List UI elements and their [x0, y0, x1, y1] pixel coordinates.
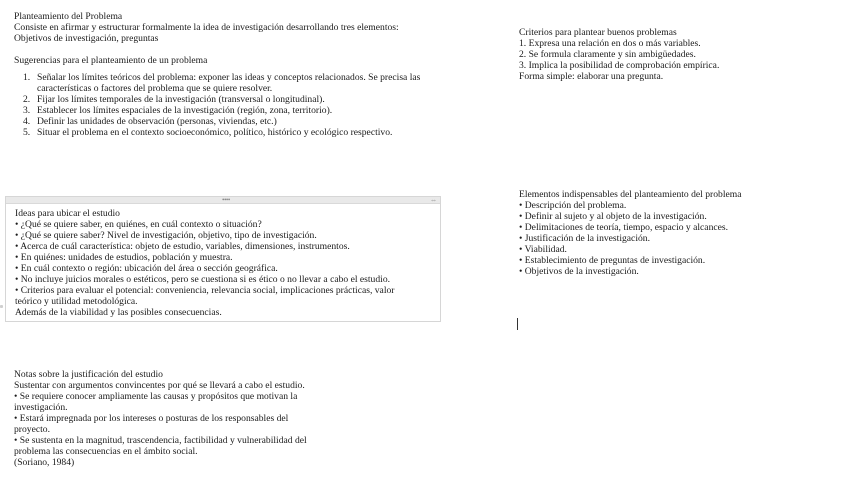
note-text-line: • En cuál contexto o región: ubicación del área o sección geográfica. — [15, 263, 278, 274]
note-text-line: • ¿Qué se quiere saber? Nivel de investigación, objetivo, tipo de investigación. — [15, 230, 317, 241]
list-number: 5. — [23, 127, 31, 138]
note-text-line: Sustentar con argumentos convincentes por qué se llevará a cabo el estudio. — [14, 380, 305, 391]
note-text-line: Forma simple: elaborar una pregunta. — [519, 71, 664, 82]
note-text-line: • No incluye juicios morales o estéticos, pero se cuestiona si es ético o no llevar a cabo el estudio. — [15, 274, 391, 285]
note-text-line: • Objetivos de la investigación. — [519, 266, 639, 277]
note-title: Planteamiento del Problema — [14, 11, 123, 22]
container-drag-bar[interactable] — [6, 197, 440, 204]
note-text-line: Consiste en afirmar y estructurar formalmente la idea de investigación desarrollando tres elementos: — [14, 22, 399, 33]
note-container-selected[interactable] — [5, 196, 441, 322]
note-title: Notas sobre la justificación del estudio — [14, 369, 163, 380]
note-text-line: 2. Se formula claramente y sin ambigüedades. — [519, 49, 696, 60]
list-text: Fijar los límites temporales de la investigación (transversal o longitudinal). — [37, 94, 325, 105]
resize-width-icon[interactable]: ⇔ — [430, 196, 437, 204]
note-text-line: proyecto. — [14, 424, 50, 435]
list-number: 2. — [23, 94, 31, 105]
list-number: 3. — [23, 105, 31, 116]
blank-line — [14, 44, 444, 55]
note-text-line: • Justificación de la investigación. — [519, 233, 650, 244]
note-text-line: • Definir al sujeto y al objeto de la investigación. — [519, 211, 707, 222]
drag-handle-icon[interactable]: •••• — [222, 196, 230, 204]
list-text: Definir las unidades de observación (personas, viviendas, etc.) — [37, 116, 277, 127]
list-item — [14, 105, 444, 116]
note-text-line: • Delimitaciones de teoría, tiempo, espacio y alcances. — [519, 222, 729, 233]
note-text-line: • Acerca de cuál característica: objeto de estudio, variables, dimensiones, instrumentos. — [15, 241, 350, 252]
note-text-line: • Estará impregnada por los intereses o posturas de los responsables del — [14, 413, 289, 424]
note-text-line: Además de la viabilidad y las posibles consecuencias. — [15, 307, 222, 318]
note-problem-statement[interactable] — [14, 11, 444, 138]
note-text-line: • Descripción del problema. — [519, 200, 627, 211]
note-text-line: • Criterios para evaluar el potencial: conveniencia, relevancia social, implicaciones prácticas, valor — [15, 285, 395, 296]
list-number: 4. — [23, 116, 31, 127]
note-text-line: teórico y utilidad metodológica. — [15, 296, 138, 307]
note-text-line: problema las consecuencias en el ámbito social. — [14, 446, 198, 457]
note-text-line: investigación. — [14, 402, 68, 413]
note-text-line: • Se sustenta en la magnitud, trascendencia, factibilidad y vulnerabilidad del — [14, 435, 307, 446]
note-text-line: 1. Expresa una relación en dos o más variables. — [519, 38, 701, 49]
note-justification[interactable] — [14, 369, 324, 468]
text-cursor — [517, 318, 518, 330]
citation: (Soriano, 1984) — [14, 457, 75, 468]
note-text-line: • Establecimiento de preguntas de investigación. — [519, 255, 706, 266]
note-essential-elements[interactable] — [519, 189, 839, 277]
suggestions-list — [14, 72, 444, 138]
container-side-handle[interactable] — [0, 305, 3, 308]
note-title: Elementos indispensables del planteamiento del problema — [519, 189, 742, 200]
note-title: Ideas para ubicar el estudio — [15, 208, 120, 219]
note-text-line: • Se requiere conocer ampliamente las causas y propósitos que motivan la — [14, 391, 298, 402]
container-content[interactable] — [15, 208, 434, 318]
note-text-line: • ¿Qué se quiere saber, en quiénes, en cuál contexto o situación? — [15, 219, 262, 230]
note-subtitle: Sugerencias para el planteamiento de un problema — [14, 55, 208, 66]
note-text-line: • En quiénes: unidades de estudios, población y muestra. — [15, 252, 233, 263]
list-item — [14, 127, 444, 138]
list-item — [14, 94, 444, 105]
note-text-line: 3. Implica la posibilidad de comprobación empírica. — [519, 60, 720, 71]
list-text: Señalar los límites teóricos del problema: exponer las ideas y conceptos relacionados. Se precisa las — [37, 72, 421, 83]
note-text-line: Objetivos de investigación, preguntas — [14, 33, 159, 44]
list-number: 1. — [23, 72, 31, 83]
list-item — [14, 72, 444, 94]
note-title: Criterios para plantear buenos problemas — [519, 27, 677, 38]
list-item — [14, 116, 444, 127]
list-text: Establecer los límites espaciales de la investigación (región, zona, territorio). — [37, 105, 333, 116]
note-text-line: • Viabilidad. — [519, 244, 567, 255]
note-criteria[interactable] — [519, 27, 839, 82]
list-text: Situar el problema en el contexto socioeconómico, político, histórico y ecológico respectivo. — [37, 127, 393, 138]
list-text: características o factores del problema que se quiere resolver. — [37, 83, 273, 94]
